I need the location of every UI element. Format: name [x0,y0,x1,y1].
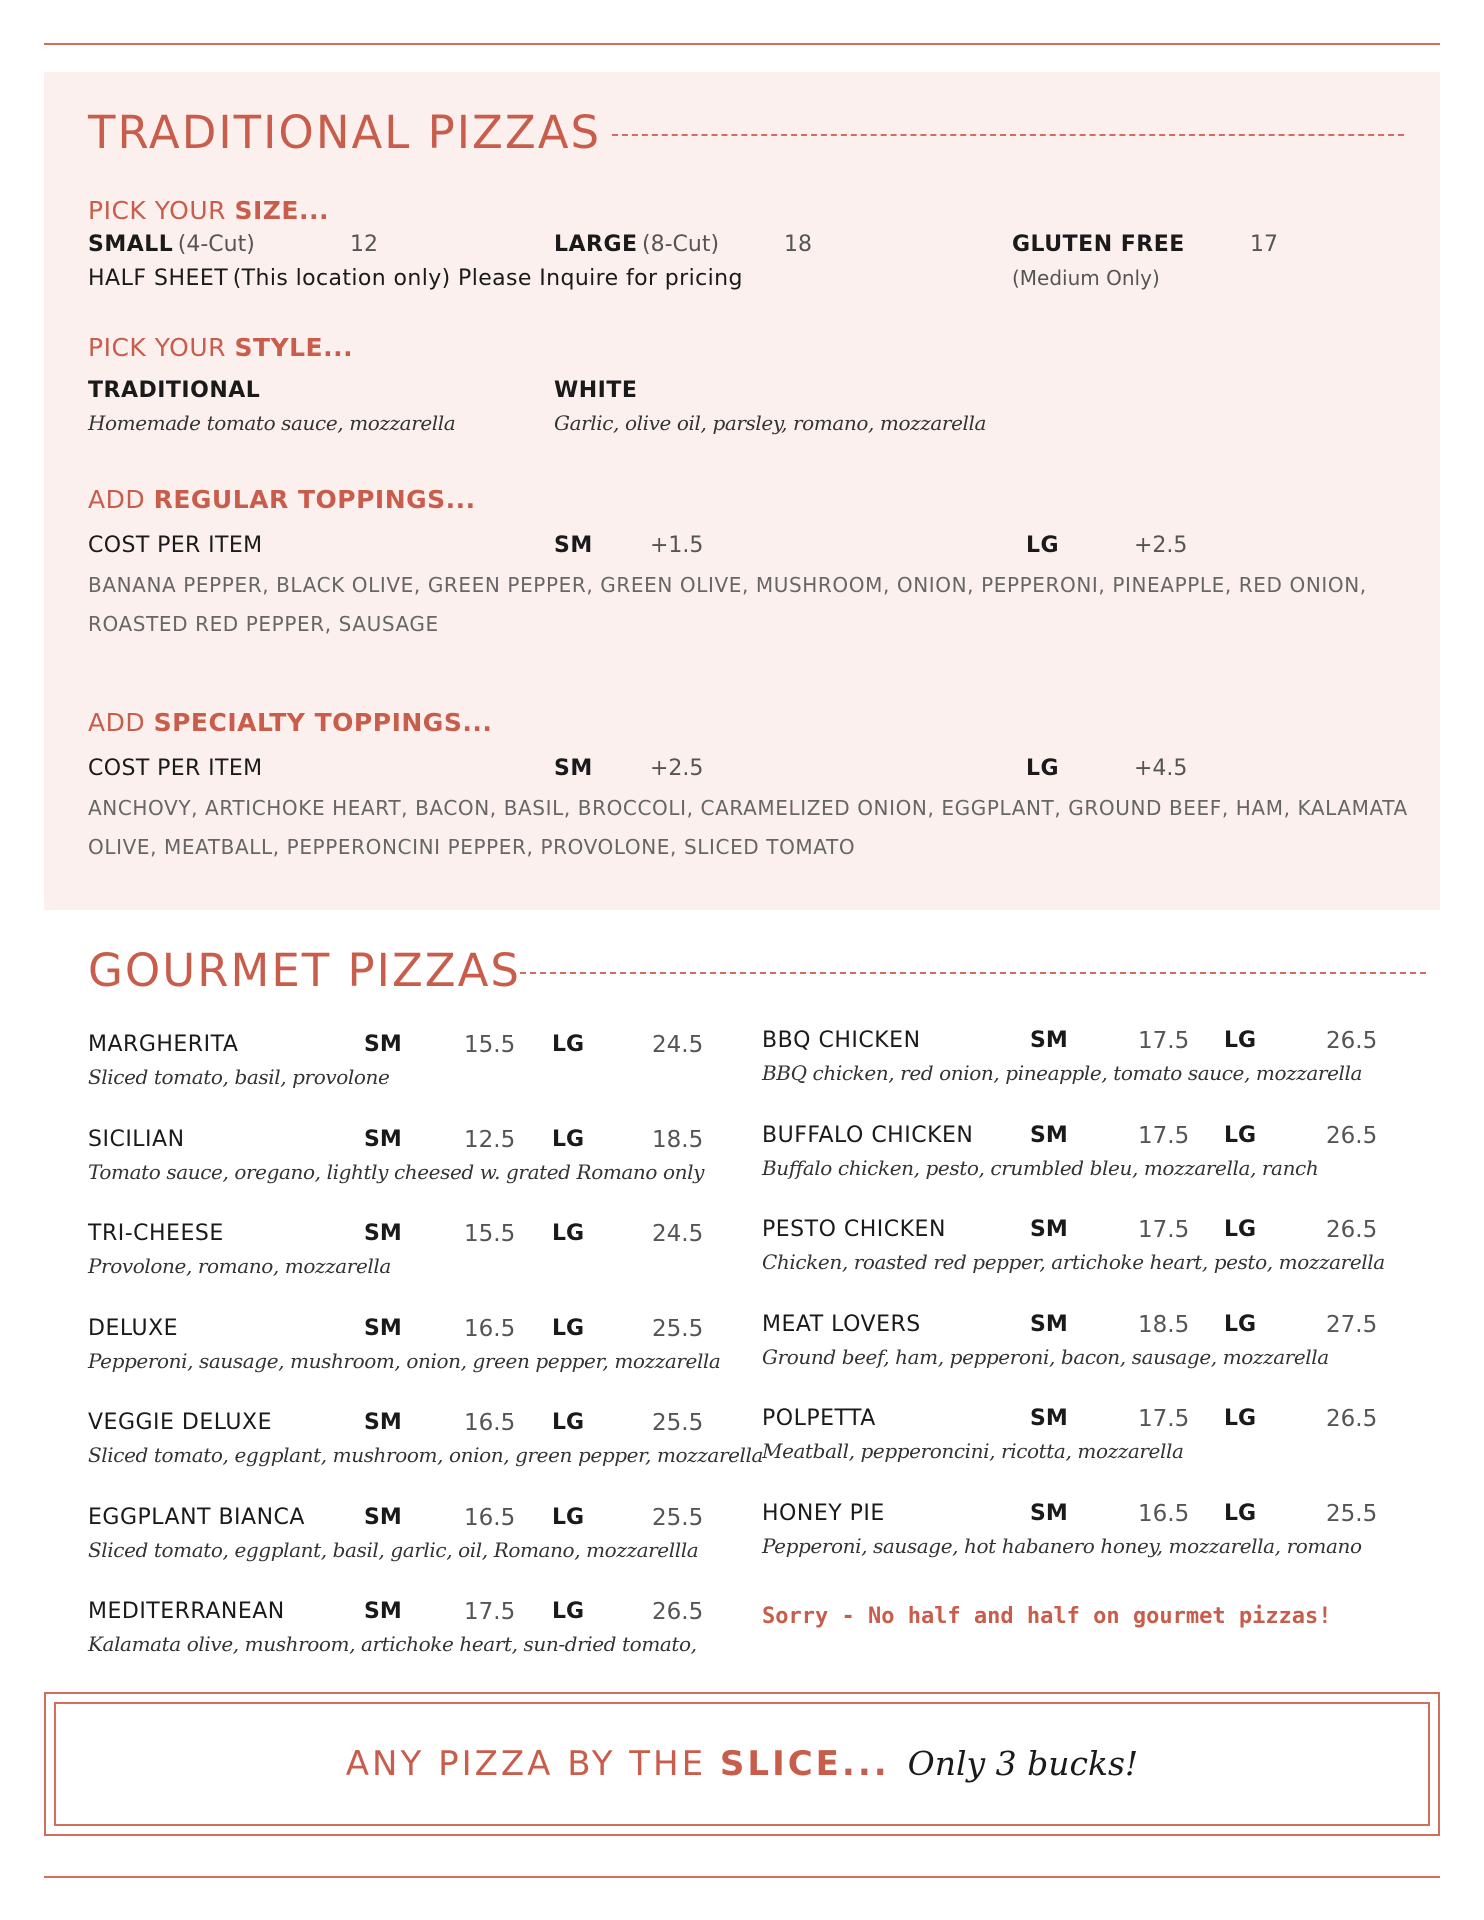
regular-toppings-heading: ADD REGULAR TOPPINGS... [88,485,476,514]
pizza-lg-price: 26.5 [1326,1217,1378,1243]
pizza-lg-price: 25.5 [652,1504,704,1531]
size-small: SMALL (4-Cut) [88,232,255,257]
regular-sm-label: SM [554,533,593,558]
specialty-toppings-list: ANCHOVY, ARTICHOKE HEART, BACON, BASIL, BROCCOLI, CARAMELIZED ONION, EGGPLANT, GROUND BEEF, HAM, KALAMATA OLIVE, MEATBALL, PEPPERONCINI PEPPER, PROVOLONE, SLICED TOMATO [88,796,1408,859]
pizza-sm-price: 17.5 [1138,1028,1190,1054]
specialty-sm-label: SM [554,756,593,781]
pizza-sm-label: SM [1030,1122,1068,1148]
pizza-lg-price: 26.5 [1326,1122,1378,1149]
pizza-lg-label: LG [552,1221,585,1246]
pizza-lg-price: 26.5 [1326,1406,1378,1432]
pizza-sm-label: SM [364,1315,402,1341]
pizza-sm-price: 17.5 [464,1599,516,1625]
pizza-name: SICILIAN [88,1126,185,1152]
gourmet-title-dashes [520,972,1426,974]
pizza-sm-price: 17.5 [1138,1122,1190,1149]
regular-sm-price: +1.5 [650,533,704,558]
pizza-sm-label: SM [364,1504,402,1530]
pizza-name: EGGPLANT BIANCA [88,1504,305,1530]
pizza-lg-price: 25.5 [652,1315,704,1342]
regular-cost-label: COST PER ITEM [88,533,263,558]
pizza-lg-label: LG [1224,1122,1257,1148]
pizza-lg-label: LG [1224,1311,1257,1337]
pizza-sm-label: SM [1030,1217,1068,1242]
pizza-lg-price: 18.5 [652,1126,704,1153]
pizza-description: Sliced tomato, basil, provolone [88,1065,390,1089]
pizza-sm-label: SM [364,1599,402,1624]
pizza-name: TRI-CHEESE [88,1221,224,1246]
specialty-sm-price: +2.5 [650,756,704,781]
pizza-sm-label: SM [1030,1028,1068,1053]
size-gluten-free: GLUTEN FREE [1012,232,1185,257]
pizza-sm-price: 15.5 [464,1221,516,1247]
pizza-description: Sliced tomato, eggplant, mushroom, onion, green pepper, mozzarella [88,1443,764,1467]
pizza-sm-price: 12.5 [464,1126,516,1153]
pizza-sm-price: 16.5 [1138,1500,1190,1527]
regular-toppings-list: BANANA PEPPER, BLACK OLIVE, GREEN PEPPER, GREEN OLIVE, MUSHROOM, ONION, PEPPERONI, PINEAPPLE, RED ONION, ROASTED RED PEPPER, SAUSAGE [88,573,1367,636]
specialty-lg-price: +4.5 [1134,756,1188,781]
pizza-description: Chicken, roasted red pepper, artichoke heart, pesto, mozzarella [762,1250,1385,1274]
style-traditional-desc: Homemade tomato sauce, mozzarella [88,411,456,435]
pizza-lg-label: LG [552,1032,585,1057]
size-large: LARGE (8-Cut) [554,232,720,257]
regular-lg-price: +2.5 [1134,533,1188,558]
pizza-name: MEDITERRANEAN [88,1599,285,1624]
pizza-sm-label: SM [1030,1500,1068,1526]
pizza-sm-price: 18.5 [1138,1311,1190,1338]
pizza-lg-label: LG [1224,1217,1257,1242]
pizza-sm-label: SM [364,1126,402,1152]
traditional-title-dashes [612,134,1404,136]
pizza-lg-price: 24.5 [652,1032,704,1058]
specialty-lg-label: LG [1026,756,1060,781]
pizza-description: Meatball, pepperoncini, ricotta, mozzarella [762,1439,1184,1463]
style-white-desc: Garlic, olive oil, parsley, romano, mozzarella [554,411,987,435]
size-gluten-free-price: 17 [1250,232,1278,257]
pizza-name: VEGGIE DELUXE [88,1410,273,1435]
pizza-lg-label: LG [552,1126,585,1152]
pizza-description: BBQ chicken, red onion, pineapple, tomato sauce, mozzarella [762,1061,1363,1085]
pizza-lg-price: 24.5 [652,1221,704,1247]
regular-lg-label: LG [1026,533,1060,558]
pizza-sm-label: SM [364,1032,402,1057]
slice-tagline: Only 3 bucks! [907,1744,1139,1783]
pizza-name: PESTO CHICKEN [762,1217,946,1242]
pizza-lg-label: LG [552,1599,585,1624]
pizza-sm-label: SM [364,1410,402,1435]
pizza-lg-price: 26.5 [1326,1028,1378,1054]
pizza-lg-label: LG [1224,1500,1257,1526]
pizza-lg-label: LG [552,1504,585,1530]
bottom-divider [44,1876,1440,1878]
pizza-sm-label: SM [1030,1406,1068,1431]
pizza-name: POLPETTA [762,1406,876,1431]
pizza-lg-label: LG [552,1410,585,1435]
pizza-sm-label: SM [364,1221,402,1246]
style-heading: PICK YOUR STYLE... [88,333,354,362]
pizza-description: Kalamata olive, mushroom, artichoke heart, sun-dried tomato, [88,1632,697,1656]
size-large-price: 18 [784,232,812,257]
pizza-sm-price: 15.5 [464,1032,516,1058]
pizza-name: BUFFALO CHICKEN [762,1122,974,1148]
pizza-sm-price: 16.5 [464,1315,516,1342]
pizza-lg-price: 25.5 [1326,1500,1378,1527]
style-traditional-label: TRADITIONAL [88,378,261,403]
style-white-label: WHITE [554,378,638,403]
slice-headline: ANY PIZZA BY THE SLICE... [345,1744,890,1784]
pizza-description: Tomato sauce, oregano, lightly cheesed w. grated Romano only [88,1159,705,1184]
pizza-description: Buffalo chicken, pesto, crumbled bleu, mozzarella, ranch [762,1155,1319,1180]
pizza-lg-price: 25.5 [652,1410,704,1436]
specialty-cost-label: COST PER ITEM [88,756,263,781]
pizza-name: BBQ CHICKEN [762,1028,921,1053]
top-divider [44,43,1440,45]
size-half-sheet: HALF SHEET (This location only) Please Inquire for pricing [88,266,743,291]
pizza-sm-price: 17.5 [1138,1217,1190,1243]
pizza-sm-label: SM [1030,1311,1068,1337]
traditional-title: TRADITIONAL PIZZAS [88,106,602,159]
pizza-description: Ground beef, ham, pepperoni, bacon, sausage, mozzarella [762,1344,1329,1369]
pizza-sm-price: 16.5 [464,1410,516,1436]
pizza-description: Pepperoni, sausage, hot habanero honey, mozzarella, romano [762,1533,1362,1558]
pizza-name: HONEY PIE [762,1500,885,1526]
slice-banner [0,1744,1484,1784]
pizza-name: DELUXE [88,1315,179,1341]
pizza-name: MEAT LOVERS [762,1311,921,1337]
specialty-toppings-heading: ADD SPECIALTY TOPPINGS... [88,708,493,737]
size-heading: PICK YOUR SIZE... [88,196,329,225]
pizza-lg-price: 26.5 [652,1599,704,1625]
pizza-description: Pepperoni, sausage, mushroom, onion, green pepper, mozzarella [88,1348,721,1373]
size-gluten-free-note: (Medium Only) [1012,266,1160,290]
no-half-note: Sorry - No half and half on gourmet pizzas! [762,1604,1332,1629]
gourmet-title: GOURMET PIZZAS [88,944,521,997]
pizza-sm-price: 17.5 [1138,1406,1190,1432]
pizza-description: Sliced tomato, eggplant, basil, garlic, oil, Romano, mozzarellla [88,1537,699,1562]
pizza-name: MARGHERITA [88,1032,239,1057]
pizza-lg-label: LG [1224,1028,1257,1053]
pizza-lg-label: LG [552,1315,585,1341]
size-small-price: 12 [350,232,378,257]
pizza-description: Provolone, romano, mozzarella [88,1254,391,1278]
pizza-lg-label: LG [1224,1406,1257,1431]
pizza-sm-price: 16.5 [464,1504,516,1531]
pizza-lg-price: 27.5 [1326,1311,1378,1338]
